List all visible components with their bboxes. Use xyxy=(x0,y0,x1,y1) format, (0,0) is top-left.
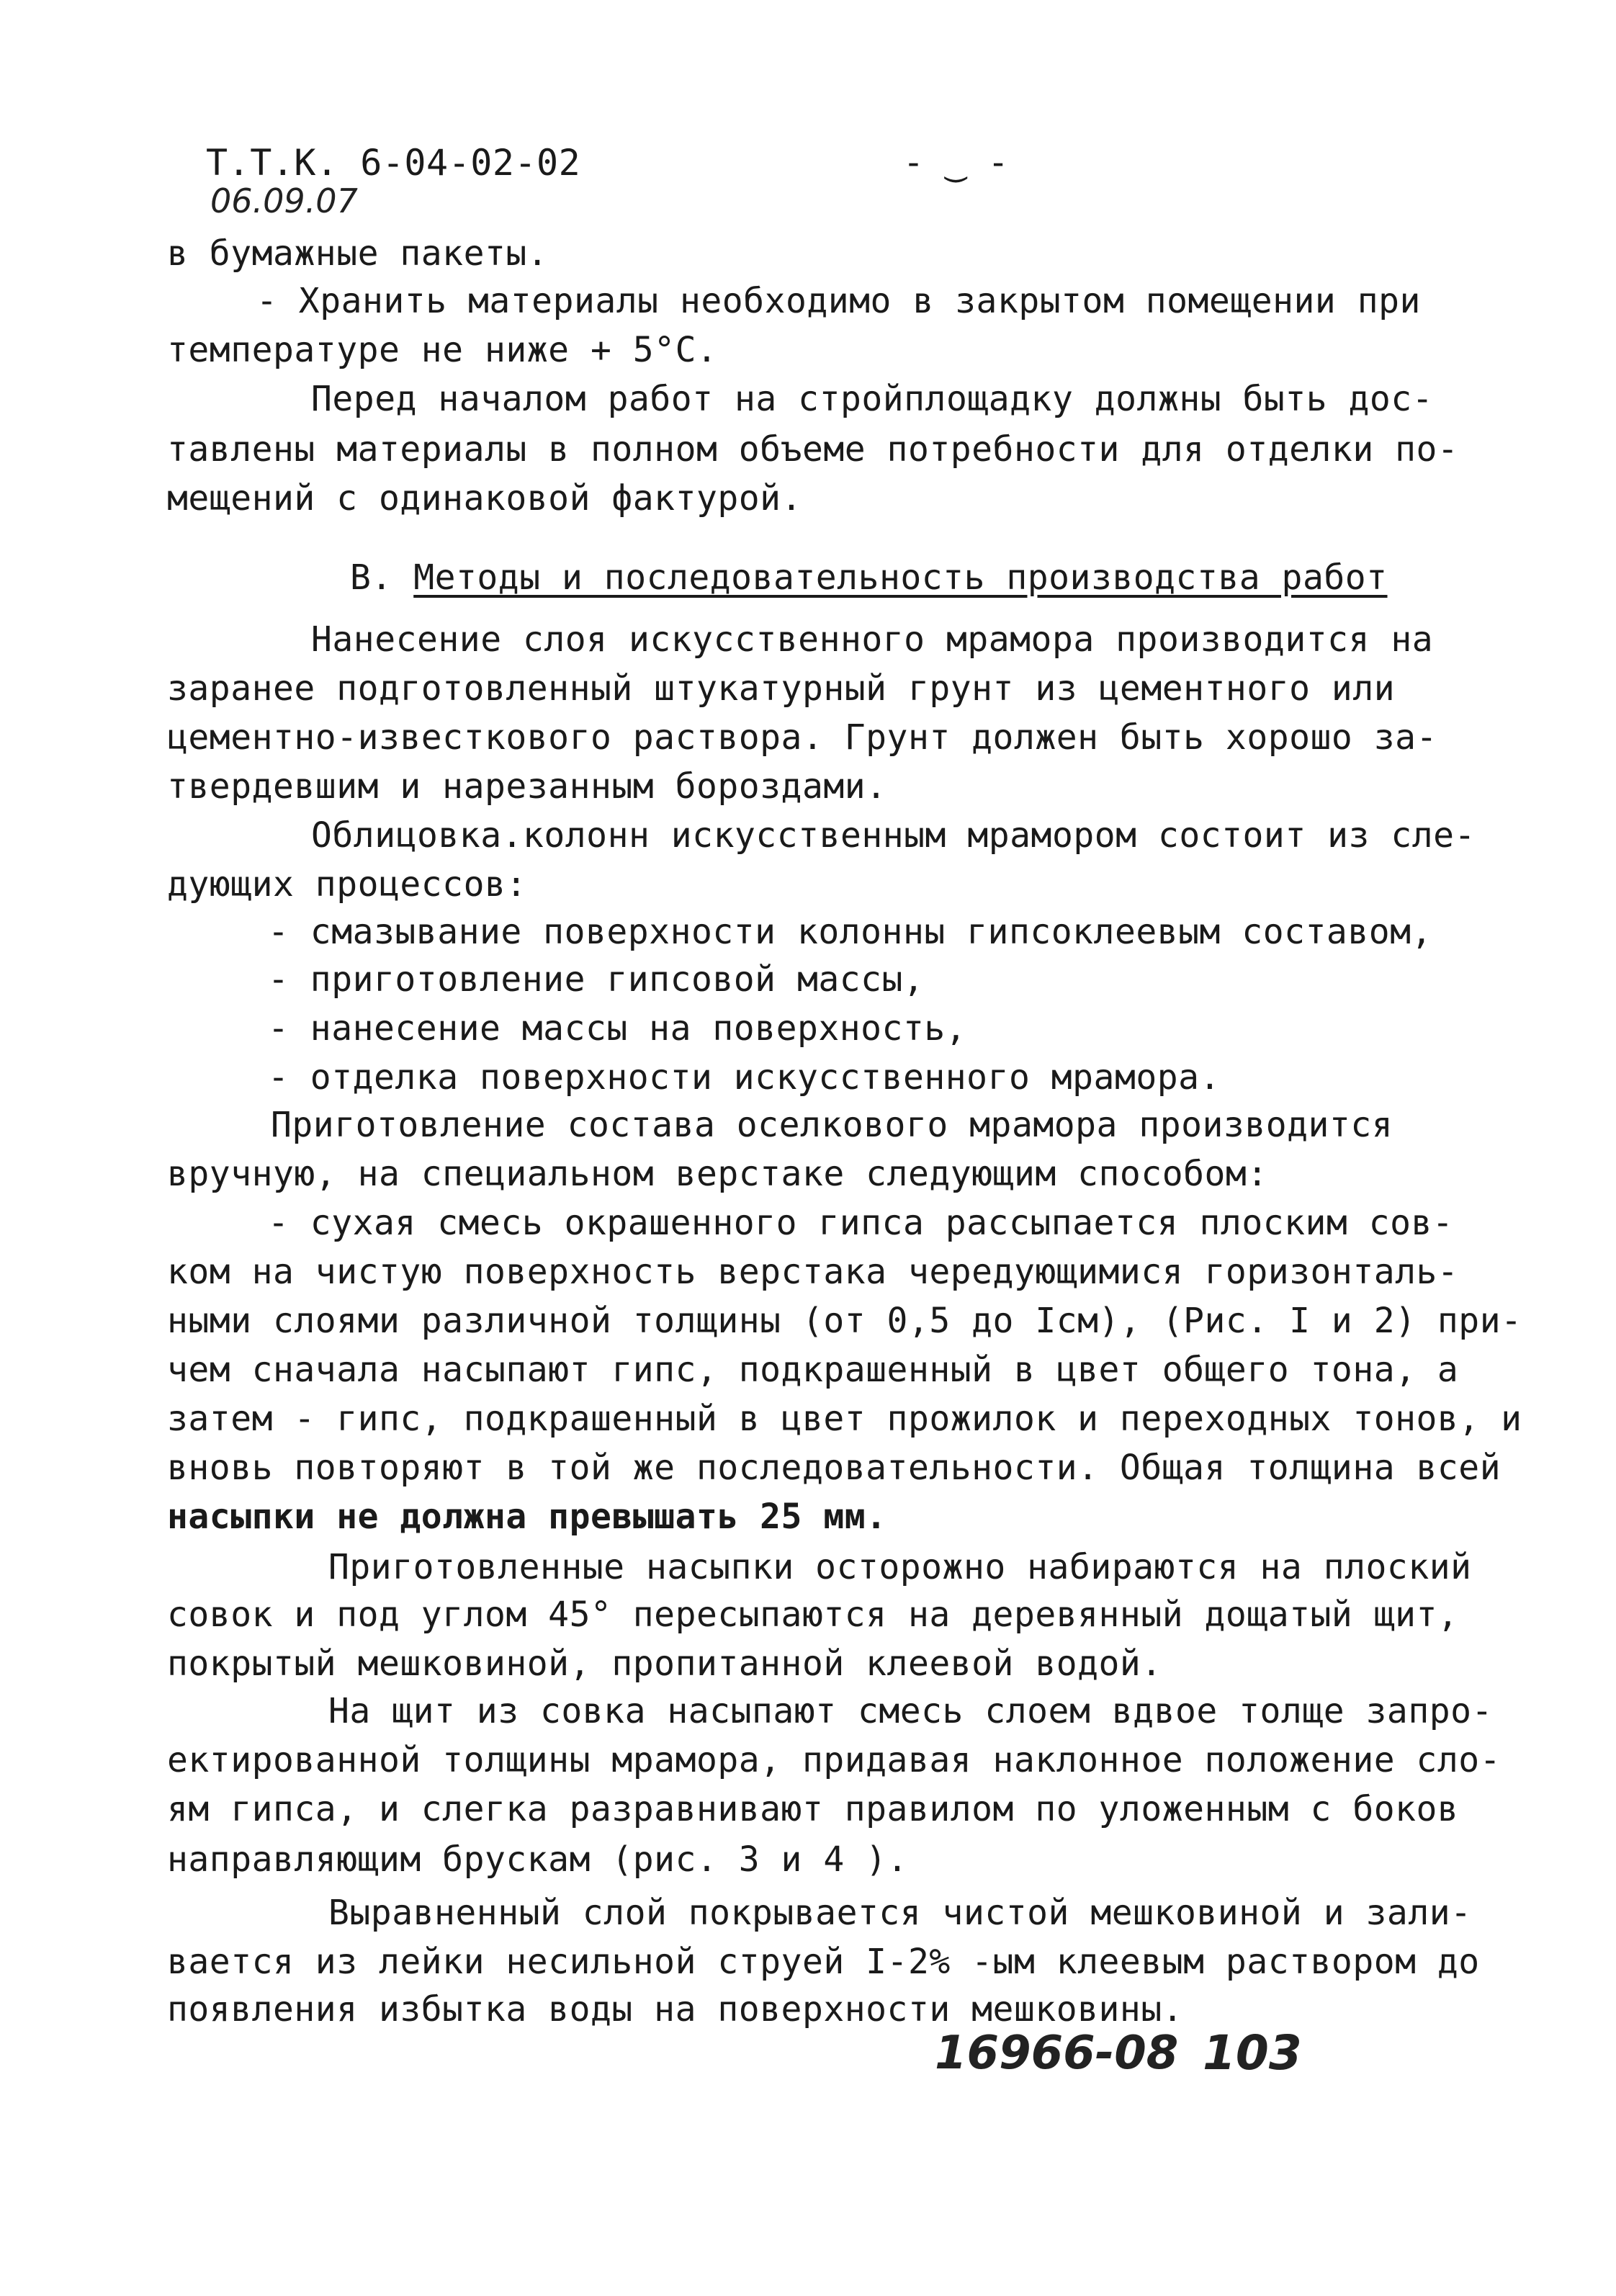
text-line: появления избытка воды на поверхности мешковины. xyxy=(167,1989,1184,2030)
text-line: в бумажные пакеты. xyxy=(167,233,549,274)
text-line: ектированной толщины мрамора, придавая наклонное положение сло- xyxy=(167,1740,1501,1780)
text-line: цементно-известкового раствора. Грунт должен быть хорошо за- xyxy=(167,717,1437,758)
text-line: Перед началом работ на стройплощадку должны быть дос- xyxy=(311,379,1434,419)
handwritten-page-number: 103 xyxy=(1203,2025,1302,2081)
section-title: Методы и последовательность производства работ xyxy=(413,557,1388,598)
text-line: совок и под углом 45° пересыпаются на деревянный дощатый щит, xyxy=(167,1595,1459,1635)
list-item: - смазывание поверхности колонны гипсоклеевым составом, xyxy=(268,912,1432,952)
text-line: температуре не ниже + 5°С. xyxy=(167,330,718,370)
text-line: тавлены материалы в полном объеме потребности для отделки по- xyxy=(167,429,1459,470)
text-line: Нанесение слоя искусственного мрамора производится на xyxy=(311,619,1434,660)
text-line: дующих процессов: xyxy=(167,864,527,905)
text-line: вручную, на специальном верстаке следующим способом: xyxy=(167,1154,1268,1194)
section-letter: В. xyxy=(350,557,392,598)
list-item: - нанесение массы на поверхность, xyxy=(268,1008,967,1049)
text-line: Приготовленные насыпки осторожно набираются на плоский xyxy=(328,1547,1472,1587)
text-line: затем - гипс, подкрашенный в цвет прожилок и переходных тонов, и xyxy=(167,1399,1522,1439)
list-item: - отделка поверхности искусственного мрамора. xyxy=(268,1057,1221,1098)
text-line: ком на чистую поверхность верстака чередующимися горизонталь- xyxy=(167,1252,1459,1292)
text-line: чем сначала насыпают гипс, подкрашенный в цвет общего тона, а xyxy=(167,1350,1459,1390)
text-line: Приготовление состава оселкового мрамора производится xyxy=(271,1105,1393,1145)
handwritten-doc-number: 16966-08 xyxy=(935,2027,1179,2080)
text-line: - сухая смесь окрашенного гипса рассыпается плоским сов- xyxy=(268,1203,1454,1243)
text-line: направляющим брускам (рис. 3 и 4 ). xyxy=(167,1839,908,1880)
text-line: На щит из совка насыпают смесь слоем вдвое толще запро- xyxy=(328,1691,1493,1731)
text-line: - Хранить материалы необходимо в закрытом помещении при xyxy=(256,281,1421,321)
text-line: мещений с одинаковой фактурой. xyxy=(167,478,802,519)
text-line: покрытый мешковиной, пропитанной клеевой водой. xyxy=(167,1643,1162,1684)
text-line: ям гипса, и слегка разравнивают правилом по уложенным с боков xyxy=(167,1789,1459,1829)
text-line: вновь повторяют в той же последовательности. Общая толщина всей xyxy=(167,1448,1501,1488)
section-heading xyxy=(350,556,1388,599)
list-item: - приготовление гипсовой массы, xyxy=(268,959,925,1000)
text-line: Облицовка.колонн искусственным мрамором состоит из сле- xyxy=(311,815,1476,856)
text-line: ными слоями различной толщины (от 0,5 до Iсм), (Рис. I и 2) при- xyxy=(167,1301,1522,1341)
handwritten-date: 06.09.07 xyxy=(210,181,358,220)
text-line: твердевшим и нарезанным бороздами. xyxy=(167,766,887,807)
text-line: вается из лейки несильной струей I-2% -ым клеевым раствором до xyxy=(167,1942,1480,1982)
text-line: насыпки не должна превышать 25 мм. xyxy=(167,1497,887,1537)
text-line: заранее подготовленный штукатурный грунт из цементного или xyxy=(167,668,1396,709)
page-mark: - ‿ - xyxy=(903,143,1009,183)
document-code: Т.Т.К. 6-04-02-02 xyxy=(206,142,581,184)
text-line: Выравненный слой покрывается чистой мешковиной и зали- xyxy=(328,1893,1472,1933)
